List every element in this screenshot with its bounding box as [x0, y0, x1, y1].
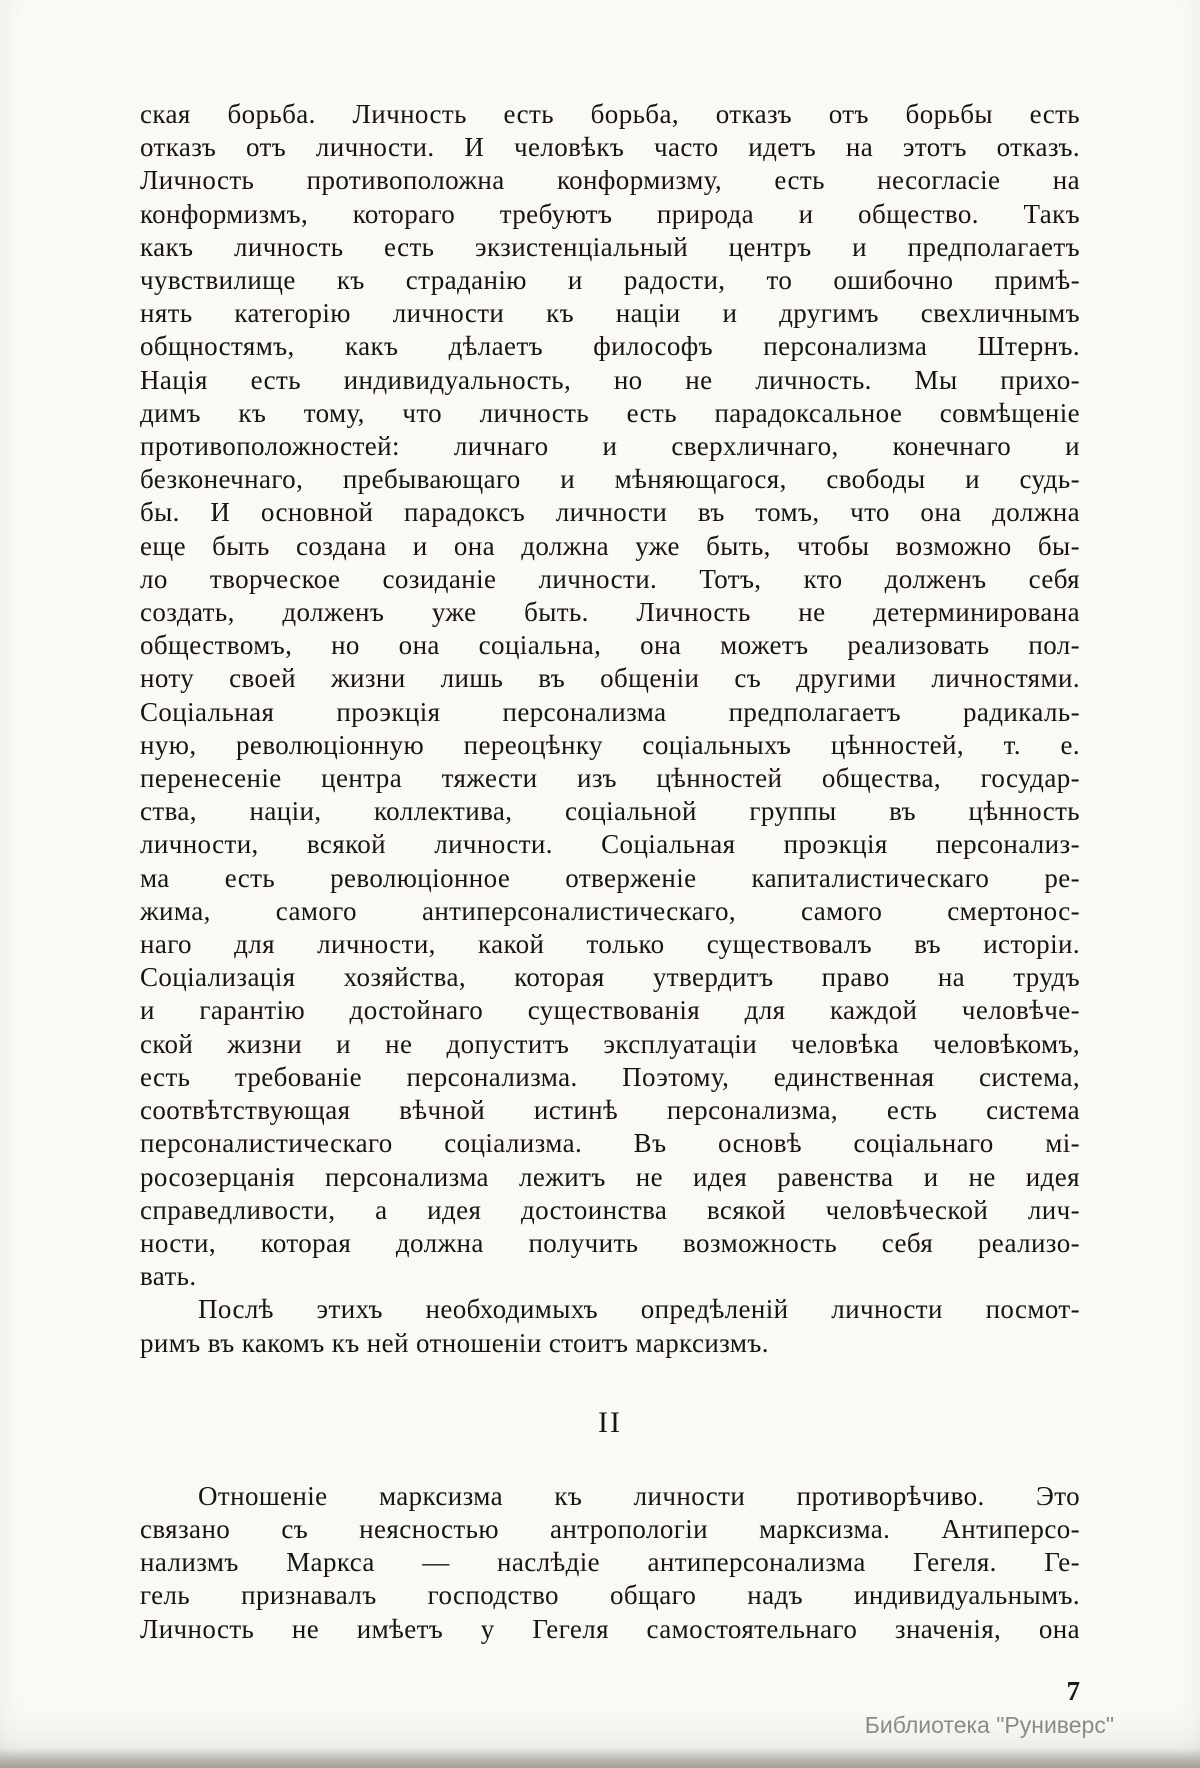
text-line: ства, націи, коллектива, соціальной группы въ цѣнность [140, 796, 1080, 827]
text-line: еще быть создана и она должна уже быть, чтобы возможно бы- [140, 530, 1080, 561]
text-line: бы. И основной парадоксъ личности въ томъ, что она должна [140, 497, 1080, 528]
text-line: личности, всякой личности. Соціальная проэкція персонализ- [140, 829, 1080, 860]
text-line: противоположностей: личнаго и сверхличнаго, конечнаго и [140, 431, 1080, 462]
text-line: ма есть революціонное отверженіе капиталистическаго ре- [140, 862, 1080, 893]
text-line: обществомъ, но она соціальна, она можетъ реализовать пол- [140, 630, 1080, 661]
text-line: ную, революціонную переоцѣнку соціальныхъ цѣнностей, т. е. [140, 729, 1080, 760]
paragraph [140, 98, 1080, 1293]
text-line: Отношеніе марксизма къ личности противорѣчиво. Это [198, 1480, 1080, 1511]
paragraph [140, 1293, 1080, 1359]
page-number: 7 [1066, 1676, 1080, 1706]
text-column [140, 98, 1080, 1646]
text-line: безконечнаго, пребывающаго и мѣняющагося, свободы и судь- [140, 464, 1080, 495]
text-line: ности, которая должна получить возможность себя реализо- [140, 1227, 1080, 1258]
text-line: Личность противоположна конформизму, есть несогласіе на [140, 165, 1080, 196]
text-line: отказъ отъ личности. И человѣкъ часто идетъ на этотъ отказъ. [140, 132, 1080, 163]
text-line: Послѣ этихъ необходимыхъ опредѣленій личности посмот- [198, 1294, 1080, 1325]
text-line: росозерцанія персонализма лежитъ не идея равенства и не идея [140, 1161, 1080, 1192]
section-heading: II [598, 1405, 622, 1439]
text-line: нять категорію личности къ націи и другимъ свехличнымъ [140, 298, 1080, 329]
text-line: и гарантію достойнаго существованія для каждой человѣче- [140, 995, 1080, 1026]
text-line: Соціализація хозяйства, которая утвердитъ право на трудъ [140, 962, 1080, 993]
text-line: гель признавалъ господство общаго надъ индивидуальнымъ. [140, 1580, 1080, 1611]
text-line: перенесеніе центра тяжести изъ цѣнностей общества, государ- [140, 763, 1080, 794]
paragraph [140, 1480, 1080, 1646]
text-line: Соціальная проэкція персонализма предполагаетъ радикаль- [140, 696, 1080, 727]
text-line: римъ въ какомъ къ ней отношеніи стоитъ марксизмъ. [140, 1327, 769, 1358]
text-line: нализмъ Маркса — наслѣдіе антиперсонализма Гегеля. Ге- [140, 1547, 1080, 1578]
text-line: жима, самого антиперсоналистическаго, самого смертонос- [140, 895, 1080, 926]
text-line: чувствилище къ страданію и радости, то ошибочно примѣ- [140, 265, 1080, 296]
text-line: какъ личность есть экзистенціальный центръ и предполагаетъ [140, 231, 1080, 262]
text-line: соотвѣтствующая вѣчной истинѣ персонализма, есть система [140, 1095, 1080, 1126]
text-line: общностямъ, какъ дѣлаетъ философъ персонализма Штернъ. [140, 331, 1080, 362]
text-line: вать. [140, 1261, 197, 1292]
text-line: Нація есть индивидуальность, но не личность. Мы прихо- [140, 364, 1080, 395]
text-line: ноту своей жизни лишь въ общеніи съ другими личностями. [140, 663, 1080, 694]
text-line: димъ къ тому, что личность есть парадоксальное совмѣщеніе [140, 397, 1080, 428]
text-line: создать, долженъ уже быть. Личность не детерминирована [140, 597, 1080, 628]
text-line: наго для личности, какой только существовалъ въ исторіи. [140, 929, 1080, 960]
text-line: справедливости, а идея достоинства всякой человѣческой лич- [140, 1194, 1080, 1225]
scan-bottom-edge-shadow [0, 1748, 1200, 1768]
text-line: ской жизни и не допуститъ эксплуатаціи человѣка человѣкомъ, [140, 1028, 1080, 1059]
text-line: есть требованіе персонализма. Поэтому, единственная система, [140, 1061, 1080, 1092]
text-line: конформизмъ, котораго требуютъ природа и общество. Такъ [140, 198, 1080, 229]
text-line: ская борьба. Личность есть борьба, отказъ отъ борьбы есть [140, 99, 1080, 129]
library-watermark: Библиотека "Руниверс" [864, 1712, 1114, 1738]
text-line: ло творческое созиданіе личности. Тотъ, кто долженъ себя [140, 563, 1080, 594]
text-line: связано съ неясностью антропологіи марксизма. Антиперсо- [140, 1513, 1080, 1544]
text-line: персоналистическаго соціализма. Въ основѣ соціальнаго мі- [140, 1128, 1080, 1159]
text-line: Личность не имѣетъ у Гегеля самостоятельнаго значенія, она [140, 1613, 1080, 1644]
